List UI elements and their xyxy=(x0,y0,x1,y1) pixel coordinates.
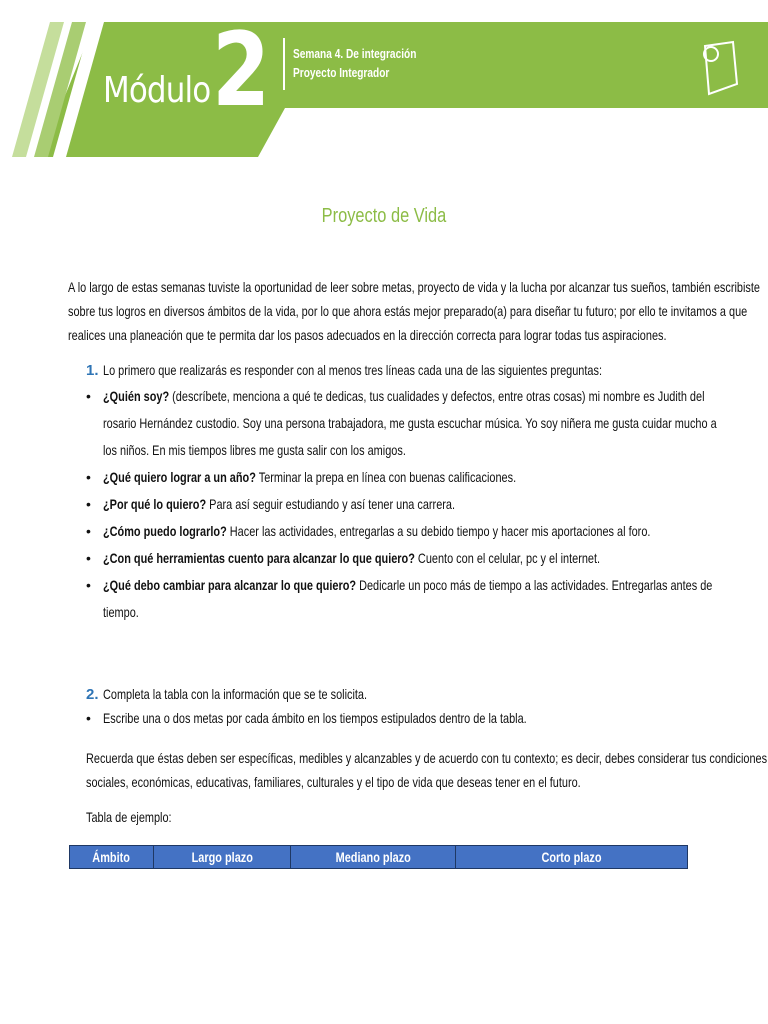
reminder-line: Recuerda que éstas deben ser específicas, medibles y alcanzables y de acuerdo con tu contexto; es decir, debes considerar tus condiciones xyxy=(86,750,768,766)
list-item xyxy=(86,706,646,730)
section-number: 2. xyxy=(86,686,99,703)
answer-text: Terminar la prepa en línea con buenas calificaciones. xyxy=(255,469,517,485)
page-title: Proyecto de Vida xyxy=(321,205,447,227)
project-label: Proyecto Integrador xyxy=(293,65,390,80)
question-text: ¿Quién soy? xyxy=(103,388,170,404)
module-banner xyxy=(0,0,768,165)
column-header: Corto plazo xyxy=(456,846,688,869)
list-item xyxy=(86,491,768,518)
list-item xyxy=(86,383,768,464)
question-text: ¿Cómo puedo lograrlo? xyxy=(103,523,227,539)
column-header: Ámbito xyxy=(70,846,154,869)
answer-text: Dedicarle un poco más de tiempo a las actividades. Entregarlas antes de xyxy=(356,577,713,593)
week-label: Semana 4. De integración xyxy=(293,46,417,61)
list-item xyxy=(86,545,768,572)
intro-line: A lo largo de estas semanas tuviste la oportunidad de leer sobre metas, proyecto de vida y la lucha por alcanzar tus sueños, también escribiste xyxy=(68,279,760,295)
question-text: ¿Por qué lo quiero? xyxy=(103,496,207,512)
answer-text: tiempo. xyxy=(103,604,139,620)
intro-line: realices una planeación que te permita dar los pasos adecuados en la dirección correcta para lograr todas tus aspiraciones. xyxy=(68,327,667,343)
column-header: Mediano plazo xyxy=(291,846,456,869)
section-number: 1. xyxy=(86,362,99,379)
section-2-list xyxy=(86,706,646,730)
answer-text: Cuento con el celular, pc y el internet. xyxy=(414,550,601,566)
list-item xyxy=(86,464,768,491)
section-1-heading xyxy=(86,358,743,383)
answer-text: rosario Hernández custodio. Soy una persona trabajadora, me gusta escuchar música. Yo soy niñera me gusta cuidar mucho a xyxy=(103,415,717,431)
questions-list xyxy=(86,383,768,626)
intro-line: sobre tus logros en diversos ámbitos de la vida, por lo que ahora estás mejor preparado(a) para diseñar tu futuro; por ello te invitamos a que xyxy=(68,303,748,319)
reminder-line: sociales, económicas, educativas, familiares, culturales y el tipo de vida que deseas tener en el futuro. xyxy=(86,774,581,790)
question-text: ¿Qué debo cambiar para alcanzar lo que quiero? xyxy=(103,577,357,593)
section-instruction: Completa la tabla con la información que se te solicita. xyxy=(103,686,368,702)
module-label: Módulo xyxy=(103,70,211,111)
answer-text: Hacer las actividades, entregarlas a su debido tiempo y hacer mis aportaciones al foro. xyxy=(226,523,651,539)
prepa-en-linea-logo xyxy=(697,40,741,96)
reminder-paragraph xyxy=(86,746,768,794)
table-header-row xyxy=(70,846,688,869)
section-2-heading xyxy=(86,682,442,707)
module-number: 2 xyxy=(212,11,271,130)
answer-text: Para así seguir estudiando y así tener una carrera. xyxy=(206,496,456,512)
column-header: Largo plazo xyxy=(154,846,291,869)
example-table-label: Tabla de ejemplo: xyxy=(86,809,172,825)
answer-text: los niños. En mis tiempos libres me gusta salir con los amigos. xyxy=(103,442,406,458)
goals-table xyxy=(69,845,688,869)
list-item xyxy=(86,518,768,545)
list-item xyxy=(86,572,768,626)
question-text: ¿Con qué herramientas cuento para alcanzar lo que quiero? xyxy=(103,550,415,566)
header-divider xyxy=(283,38,285,90)
intro-paragraph xyxy=(68,275,768,347)
section-instruction: Lo primero que realizarás es responder con al menos tres líneas cada una de las siguientes preguntas: xyxy=(103,362,602,378)
answer-text: (descríbete, menciona a qué te dedicas, tus cualidades y defectos, entre otras cosas) mi nombre es Judith del xyxy=(169,388,705,404)
question-text: ¿Qué quiero lograr a un año? xyxy=(103,469,256,485)
bullet-text: Escribe una o dos metas por cada ámbito en los tiempos estipulados dentro de la tabla. xyxy=(103,710,527,726)
